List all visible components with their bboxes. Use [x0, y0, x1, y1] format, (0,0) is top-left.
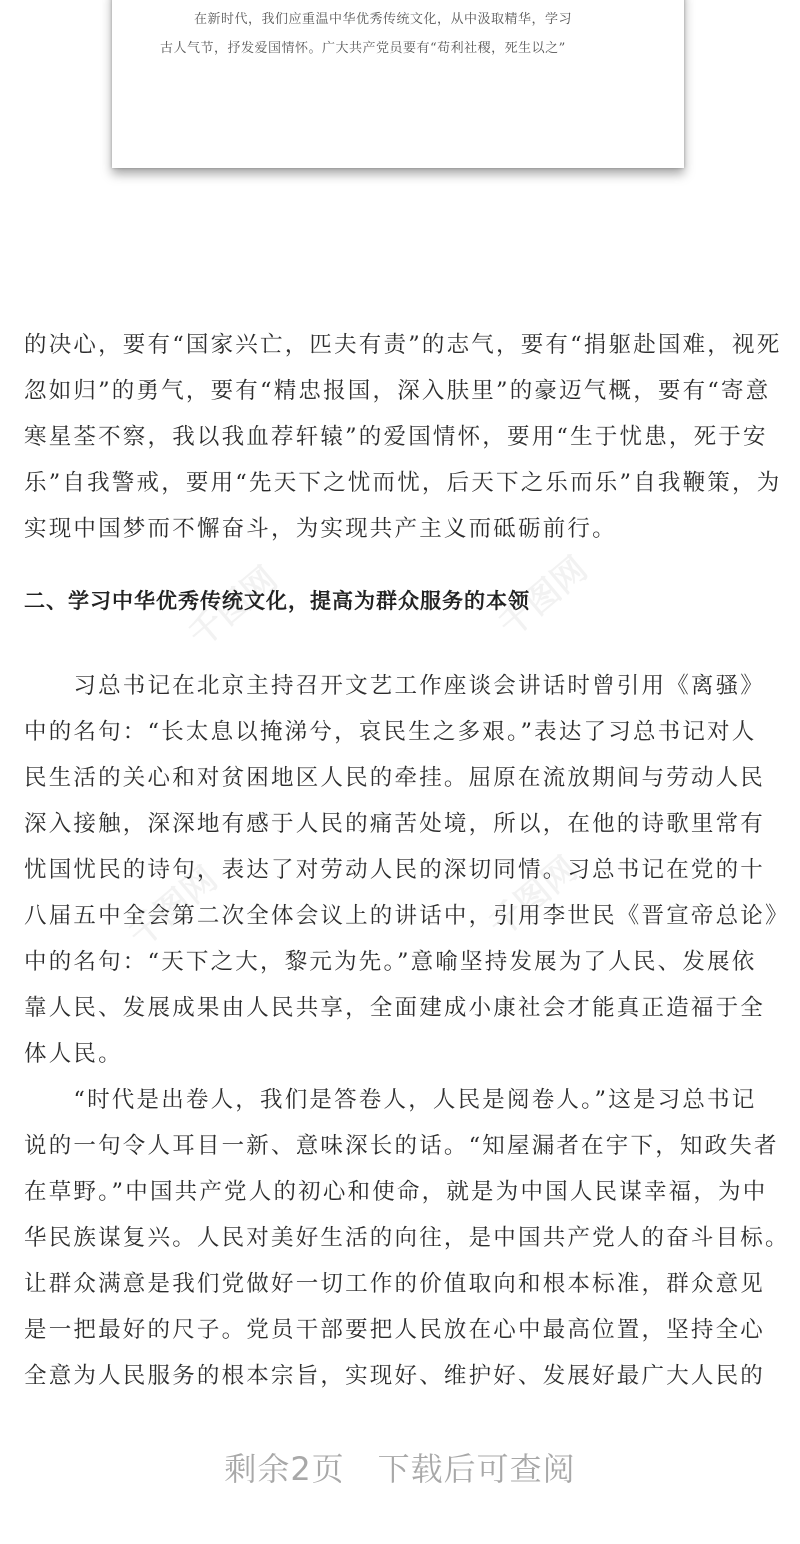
- paragraph-line: 民生活的关心和对贫困地区人民的牵挂。屈原在流放期间与劳动人民: [24, 765, 766, 791]
- paragraph-line: 忽如归”的勇气，要有“精忠报国，深入肤里”的豪迈气概，要有“寄意: [24, 378, 771, 404]
- paragraph-line: 中的名句：“长太息以掩涕兮，哀民生之多艰。”表达了习总书记对人: [24, 719, 757, 745]
- paragraph-line: 八届五中全会第二次全体会议上的讲话中，引用李世民《晋宣帝总论》: [24, 903, 790, 929]
- paragraph-line: 中的名句：“天下之大，黎元为先。”意喻坚持发展为了人民、发展依: [24, 949, 757, 975]
- paragraph-line: “时代是出卷人，我们是答卷人，人民是阅卷人。”这是习总书记: [24, 1087, 757, 1113]
- paragraph-line: 说的一句令人耳目一新、意味深长的话。“知屋漏者在宇下，知政失者: [24, 1133, 779, 1159]
- paragraph-line: 寒星荃不察，我以我血荐轩辕”的爱国情怀，要用“生于忧患，死于安: [24, 424, 768, 450]
- section-heading: 二、学习中华优秀传统文化，提高为群众服务的本领: [24, 589, 530, 613]
- document-preview-card: [112, 0, 684, 168]
- preview-line: 古人气节，抒发爱国情怀。广大共产党员要有“苟利社稷，死生以之”: [160, 41, 566, 56]
- paragraph-line: 体人民。: [24, 1041, 123, 1067]
- paragraph-line: 实现中国梦而不懈奋斗，为实现共产主义而砥砺前行。: [24, 516, 617, 542]
- paragraph-line: 华民族谋复兴。人民对美好生活的向往，是中国共产党人的奋斗目标。: [24, 1225, 790, 1251]
- preview-line: 在新时代，我们应重温中华优秀传统文化，从中汲取精华，学习: [194, 12, 573, 27]
- watermark: 千图网: [491, 549, 596, 646]
- watermark: 千图网: [181, 559, 286, 656]
- preview-line: [160, 0, 349, 1]
- section-1-text: [24, 322, 784, 552]
- paragraph-line: 习总书记在北京主持召开文艺工作座谈会讲话时曾引用《离骚》: [24, 673, 766, 699]
- paragraph-line: 乐”自我警戒，要用“先天下之忧而忧，后天下之乐而乐”自我鞭策，为: [24, 470, 782, 496]
- watermark: 千图网: [481, 849, 586, 946]
- paragraph-line: 深入接触，深深地有感于人民的痛苦处境，所以，在他的诗歌里常有: [24, 811, 766, 837]
- paragraph-line: 的决心，要有“国家兴亡，匹夫有责”的志气，要有“捐躯赴国难，视死: [24, 332, 782, 358]
- paragraph-line: 让群众满意是我们党做好一切工作的价值取向和根本标准，群众意见: [24, 1271, 766, 1297]
- paragraph-line: 在草野。”中国共产党人的初心和使命，就是为中国人民谋幸福，为中: [24, 1179, 768, 1205]
- section-2-text: [24, 663, 790, 1399]
- paragraph-line: 忧国忧民的诗句，表达了对劳动人民的深切同情。习总书记在党的十: [24, 857, 766, 883]
- paragraph-line: 是一把最好的尺子。党员干部要把人民放在心中最高位置，坚持全心: [24, 1317, 766, 1343]
- paragraph-line: 靠人民、发展成果由人民共享，全面建成小康社会才能真正造福于全: [24, 995, 766, 1021]
- download-remaining-pages-link[interactable]: 剩余2页 下载后可查阅: [224, 1450, 576, 1488]
- watermark: 千图网: [121, 859, 226, 956]
- paragraph-line: 全意为人民服务的根本宗旨，实现好、维护好、发展好最广大人民的: [24, 1363, 766, 1389]
